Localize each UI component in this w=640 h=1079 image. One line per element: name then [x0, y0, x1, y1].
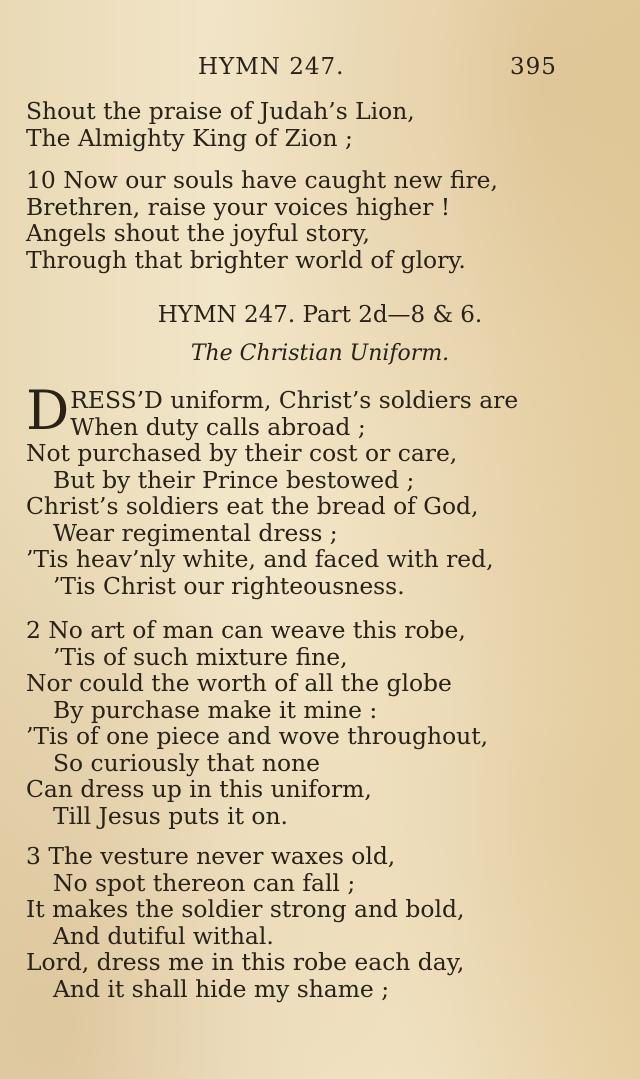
continuation-stanza [26, 98, 626, 151]
verse-line: The Almighty King of Zion ; [26, 123, 353, 152]
verse-line: Can dress up in this uniform, [26, 775, 372, 803]
verse-line: Till Jesus puts it on. [53, 801, 288, 830]
verse-line: RESS’D uniform, Christ’s soldiers are [70, 386, 519, 414]
verse-line: ’Tis of such mixture fine, [53, 642, 348, 671]
stanza-3 [26, 843, 626, 1002]
verse-line: Lord, dress me in this robe each day, [26, 948, 465, 976]
verse-line: ’Tis of one piece and wove throughout, [26, 722, 489, 750]
drop-cap: D [26, 379, 70, 442]
verse-line: Angels shout the joyful story, [26, 219, 370, 247]
verse-line: Wear regimental dress ; [53, 518, 338, 547]
hymn-subtitle: The Christian Uniform. [190, 341, 450, 366]
verse-line: Not purchased by their cost or care, [26, 439, 458, 467]
verse-line: And dutiful withal. [53, 921, 274, 950]
verse-line: 10 Now our souls have caught new fire, [26, 166, 498, 194]
verse-line: And it shall hide my shame ; [53, 974, 390, 1003]
running-title: HYMN 247. [198, 54, 345, 80]
verse-line: No spot thereon can fall ; [53, 868, 356, 897]
verse-line: Shout the praise of Judah’s Lion, [26, 97, 415, 125]
verse-line: ’Tis heav’nly white, and faced with red, [26, 545, 494, 573]
hymn-heading: HYMN 247. Part 2d—8 & 6. [157, 302, 483, 328]
verse-line: By purchase make it mine : [53, 695, 378, 724]
verse-line: It makes the soldier strong and bold, [26, 895, 465, 923]
page-number: 395 [510, 54, 557, 80]
verse-line: 3 The vesture never waxes old, [26, 842, 396, 870]
stanza-1 [26, 379, 626, 600]
verse-line: So curiously that none [53, 748, 320, 777]
verse-line: ’Tis Christ our righteousness. [53, 571, 405, 600]
stanza-2 [26, 617, 626, 829]
verse-line: 2 No art of man can weave this robe, [26, 616, 466, 644]
stanza-10 [26, 167, 626, 273]
verse-line: Through that brighter world of glory. [26, 245, 466, 274]
verse-line: When duty calls abroad ; [70, 412, 366, 441]
verse-line: Christ’s soldiers eat the bread of God, [26, 492, 479, 520]
verse-line: But by their Prince bestowed ; [53, 465, 415, 494]
verse-line: Nor could the worth of all the globe [26, 669, 452, 697]
running-header [0, 50, 640, 84]
verse-line: Brethren, raise your voices higher ! [26, 192, 451, 221]
